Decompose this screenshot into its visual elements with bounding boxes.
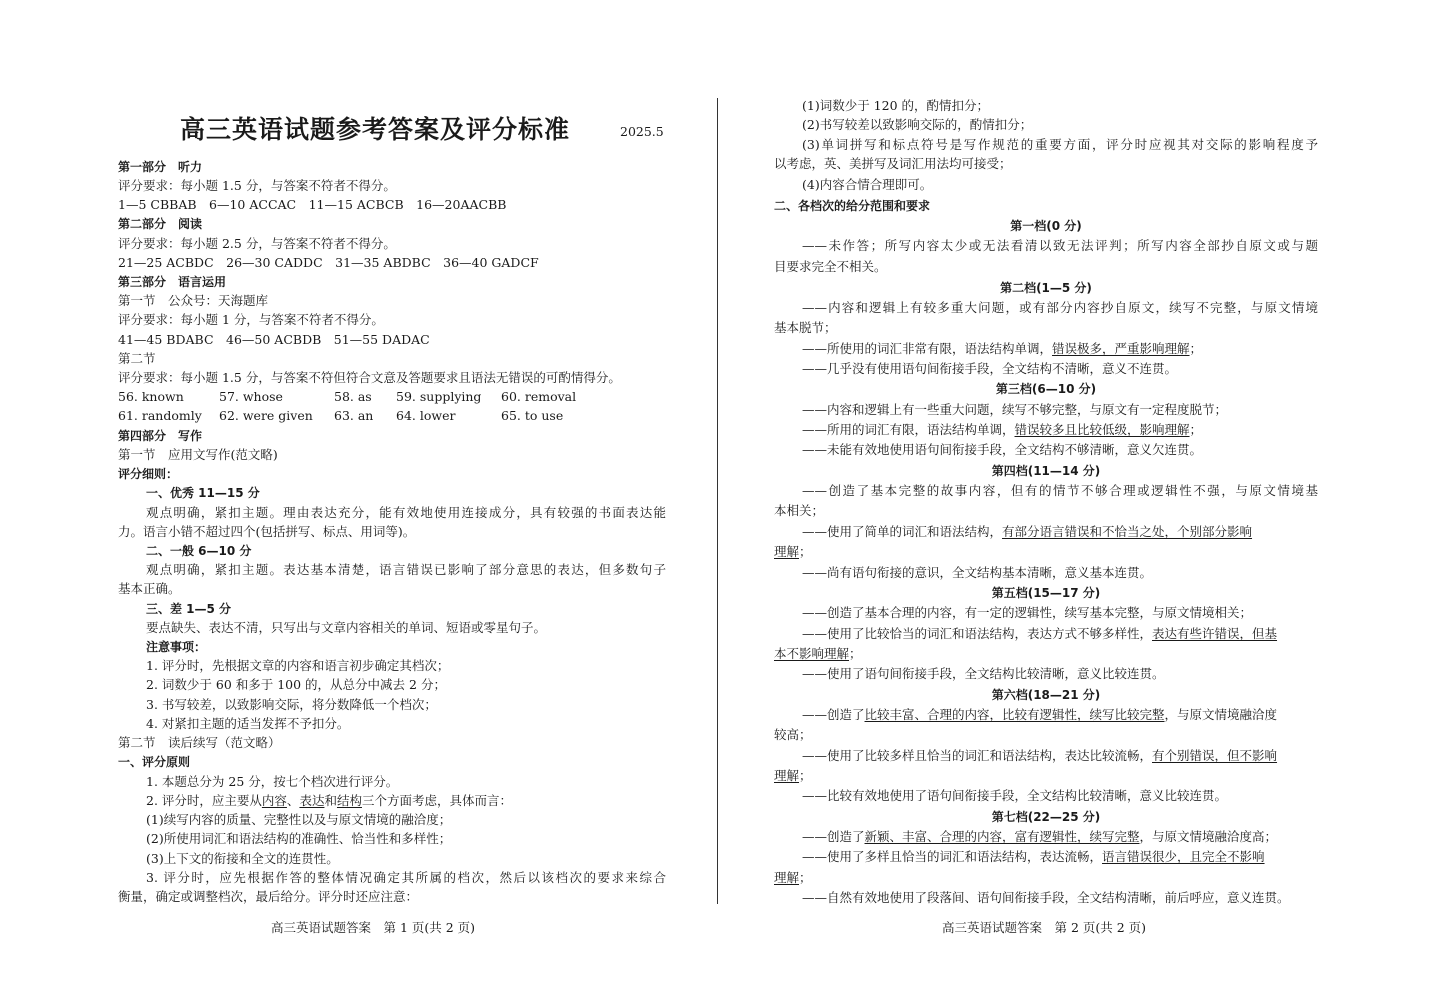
text: ，与原文情境融洽度高； xyxy=(1139,829,1278,844)
grade-poor-text: 要点缺失、表达不清，只写出与文章内容相关的单词、短语或零星句子。 xyxy=(146,620,547,635)
level-text xyxy=(774,768,812,784)
level-text: ——自然有效地使用了段落间、语句间衔接手段，全文结构清晰，前后呼应，意义连贯。 xyxy=(802,890,1290,905)
level-text: ——内容和逻辑上有较多重大问题，或有部分内容抄自原文，续写不完整，与原文情境 xyxy=(802,300,1318,315)
note-item: (1)词数少于 120 的，酌情扣分； xyxy=(802,98,990,113)
part1-requirement: 评分要求：每小题 1.5 分，与答案不符者不得分。 xyxy=(118,178,396,193)
principle-2 xyxy=(146,793,512,809)
answer-cell: 60. removal xyxy=(501,389,577,404)
part2-requirement: 评分要求：每小题 2.5 分，与答案不符者不得分。 xyxy=(118,236,396,251)
level-text: ——几乎没有使用语句间衔接手段，全文结构不清晰，意义不连贯。 xyxy=(802,361,1178,376)
page-footer-right: 高三英语试题答案 第 2 页(共 2 页) xyxy=(942,920,1147,935)
level-text: 较高； xyxy=(774,727,812,742)
level-3-heading: 第三档(6—10 分) xyxy=(995,382,1097,396)
grade-average-heading: 二、一般 6—10 分 xyxy=(146,544,252,558)
grade-average-text: 观点明确，紧扣主题。表达基本清楚，语言错误已影响了部分意思的表达，但多数句子 xyxy=(146,562,666,577)
text: 三个方面考虑，具体而言： xyxy=(361,793,512,808)
note-item: 3. 书写较差，以致影响交际，将分数降低一个档次； xyxy=(146,697,437,712)
note-item: 2. 词数少于 60 和多于 100 的，从总分中减去 2 分； xyxy=(146,677,446,692)
part3-answers1: 41—45 BDABC 46—50 ACBDB 51—55 DADAC xyxy=(118,332,430,347)
part1-heading: 第一部分 听力 xyxy=(118,160,203,174)
text: 错误极多，严重影响理解 xyxy=(1052,341,1190,356)
text: 错误较多且比较低级，影响理解 xyxy=(1014,422,1190,437)
grade-excellent-heading: 一、优秀 11—15 分 xyxy=(146,486,260,500)
text: 比较丰富、合理的内容，比较有逻辑性，续写比较完整 xyxy=(864,707,1165,722)
level-text: ——比较有效地使用了语句间衔接手段，全文结构比较清晰，意义比较连贯。 xyxy=(802,788,1228,803)
level-text: ——创造了基本合理的内容，有一定的逻辑性，续写基本完整，与原文情境相关； xyxy=(802,605,1253,620)
text: 理解 xyxy=(774,870,800,885)
text: 有部分语言错误和不恰当之处，个别部分影响 xyxy=(1002,524,1253,539)
text: 表达 xyxy=(299,793,325,808)
note-item-cont: 以考虑，英、美拼写及词汇用法均可接受； xyxy=(774,156,1012,171)
part3-requirement1: 评分要求：每小题 1 分，与答案不符者不得分。 xyxy=(118,312,384,327)
grade-excellent-text-cont: 力。语言小错不超过四个(包括拼写、标点、用词等)。 xyxy=(118,524,416,539)
level-1-heading: 第一档(0 分) xyxy=(1010,219,1082,233)
principle-1: 1. 本题总分为 25 分，按七个档次进行评分。 xyxy=(146,774,399,789)
exam-date: 2025.5 xyxy=(620,124,664,139)
answer-cell: 57. whose xyxy=(219,389,283,404)
part4-section1: 第一节 应用文写作(范文略) xyxy=(118,447,278,462)
text: 和 xyxy=(324,793,337,808)
principle-2-item: (2)所使用词汇和语法结构的准确性、恰当性和多样性； xyxy=(146,831,452,846)
notes-heading: 注意事项： xyxy=(146,640,207,654)
part3-section2: 第二节 xyxy=(118,351,156,366)
text: 、 xyxy=(286,793,300,808)
level-text: 基本脱节； xyxy=(774,320,837,335)
level-text: 本相关； xyxy=(774,503,825,518)
text: ； xyxy=(799,870,812,885)
answer-cell: 62. were given xyxy=(219,408,313,423)
text: 理解 xyxy=(774,768,800,783)
level-4-heading: 第四档(11—14 分) xyxy=(991,464,1101,478)
level-text: ——未能有效地使用语句间衔接手段，全文结构不够清晰，意义欠连贯。 xyxy=(802,442,1203,457)
principle-3: 3. 评分时，应先根据作答的整体情况确定其所属的档次，然后以该档次的要求来综合 xyxy=(146,870,666,885)
levels-heading: 二、各档次的给分范围和要求 xyxy=(774,199,931,213)
text: ——使用了多样且恰当的词汇和语法结构，表达流畅， xyxy=(802,849,1103,864)
level-text: ——使用了语句间衔接手段，全文结构比较清晰，意义比较连贯。 xyxy=(802,666,1165,681)
level-text xyxy=(802,626,1277,642)
note-item: (2)书写较差以致影响交际的，酌情扣分； xyxy=(802,117,1033,132)
level-text xyxy=(802,849,1265,865)
level-6-heading: 第六档(18—21 分) xyxy=(991,688,1101,702)
text: 2. 评分时，应主要从 xyxy=(146,793,262,808)
part3-section1: 第一节 公众号：天海题库 xyxy=(118,293,269,308)
answer-cell: 56. known xyxy=(118,389,184,404)
text: ——创造了 xyxy=(802,829,865,844)
part4-heading: 第四部分 写作 xyxy=(118,429,203,443)
text: ； xyxy=(849,646,862,661)
answer-row-56-60 xyxy=(118,389,576,405)
answer-cell: 59. supplying xyxy=(396,389,482,404)
level-text xyxy=(774,646,862,662)
grade-poor-heading: 三、差 1—5 分 xyxy=(146,602,232,616)
answer-cell: 61. randomly xyxy=(118,408,202,423)
level-text xyxy=(802,707,1277,723)
page-footer-left: 高三英语试题答案 第 1 页(共 2 页) xyxy=(271,920,476,935)
text: ，与原文情境融洽度 xyxy=(1164,707,1278,722)
level-text xyxy=(802,829,1277,845)
text: ——所用的词汇有限，语法结构单调， xyxy=(802,422,1015,437)
text: ； xyxy=(1189,422,1203,437)
part2-heading: 第二部分 阅读 xyxy=(118,217,203,231)
principle-2-item: (1)续写内容的质量、完整性以及与原文情境的融洽度； xyxy=(146,812,452,827)
level-text: ——创造了基本完整的故事内容，但有的情节不够合理或逻辑性不强，与原文情境基 xyxy=(802,483,1318,498)
level-text xyxy=(774,870,812,886)
text: 结构 xyxy=(336,793,362,808)
page-title: 高三英语试题参考答案及评分标准 xyxy=(180,115,571,144)
note-item: 1. 评分时，先根据文章的内容和语言初步确定其档次； xyxy=(146,658,450,673)
text: ——使用了比较恰当的词汇和语法结构，表达方式不够多样性， xyxy=(802,626,1153,641)
part1-answers: 1—5 CBBAB 6—10 ACCAC 11—15 ACBCB 16—20AACBB xyxy=(118,197,507,212)
text: 表达有些许错误，但基 xyxy=(1152,626,1278,641)
level-text: ——内容和逻辑上有一些重大问题，续写不够完整，与原文有一定程度脱节； xyxy=(802,402,1228,417)
page-divider xyxy=(717,98,718,904)
answer-cell: 65. to use xyxy=(501,408,564,423)
grade-excellent-text: 观点明确，紧扣主题。理由表达充分，能有效地使用连接成分，具有较强的书面表达能 xyxy=(146,505,666,520)
part3-heading: 第三部分 语言运用 xyxy=(118,275,227,289)
text: 有个别错误，但不影响 xyxy=(1152,748,1278,763)
level-text xyxy=(802,524,1252,540)
text: ——使用了比较多样且恰当的词汇和语法结构，表达比较流畅， xyxy=(802,748,1153,763)
level-text xyxy=(802,341,1202,357)
level-2-heading: 第二档(1—5 分) xyxy=(1000,281,1092,295)
text: ； xyxy=(799,544,812,559)
text: ； xyxy=(799,768,812,783)
principle-2-item: (3)上下文的衔接和全文的连贯性。 xyxy=(146,851,339,866)
text: 语言错误很少，且完全不影响 xyxy=(1102,849,1265,864)
note-item: (3)单词拼写和标点符号是写作规范的重要方面，评分时应视其对交际的影响程度予 xyxy=(802,137,1318,152)
principle-3-cont: 衡量，确定或调整档次，最后给分。评分时还应注意： xyxy=(118,889,419,904)
level-7-heading: 第七档(22—25 分) xyxy=(991,810,1101,824)
answer-cell: 63. an xyxy=(334,408,374,423)
note-item: (4)内容合情合理即可。 xyxy=(802,177,933,192)
text: 内容 xyxy=(261,793,287,808)
part2-answers: 21—25 ACBDC 26—30 CADDC 31—35 ABDBC 36—40 GADCF xyxy=(118,255,539,270)
level-text xyxy=(802,748,1277,764)
answer-cell: 58. as xyxy=(334,389,372,404)
principles-heading: 一、评分原则 xyxy=(118,755,191,769)
answer-row-61-65 xyxy=(118,408,563,424)
level-text xyxy=(802,422,1202,438)
part4-section2: 第二节 读后续写（范文略） xyxy=(118,735,281,750)
level-5-heading: 第五档(15—17 分) xyxy=(991,586,1101,600)
level-text: ——尚有语句衔接的意识，全文结构基本清晰，意义基本连贯。 xyxy=(802,565,1153,580)
text: ——创造了 xyxy=(802,707,865,722)
level-text: 目要求完全不相关。 xyxy=(774,259,887,274)
text: 理解 xyxy=(774,544,800,559)
level-text: ——未作答；所写内容太少或无法看清以致无法评判；所写内容全部抄自原文或与题 xyxy=(802,238,1318,253)
answer-cell: 64. lower xyxy=(396,408,456,423)
text: 本不影响理解 xyxy=(774,646,850,661)
part3-requirement2: 评分要求：每小题 1.5 分，与答案不符但符合文意及答题要求且语法无错误的可酌情得分。 xyxy=(118,370,621,385)
text: ——所使用的词汇非常有限，语法结构单调， xyxy=(802,341,1053,356)
grade-average-text-cont: 基本正确。 xyxy=(118,581,181,596)
text: ——使用了简单的词汇和语法结构， xyxy=(802,524,1003,539)
text: ； xyxy=(1189,341,1203,356)
scoring-details-heading: 评分细则： xyxy=(118,467,179,481)
level-text xyxy=(774,544,812,560)
note-item: 4. 对紧扣主题的适当发挥不予扣分。 xyxy=(146,716,350,731)
text: 新颖、丰富、合理的内容，富有逻辑性，续写完整 xyxy=(864,829,1140,844)
